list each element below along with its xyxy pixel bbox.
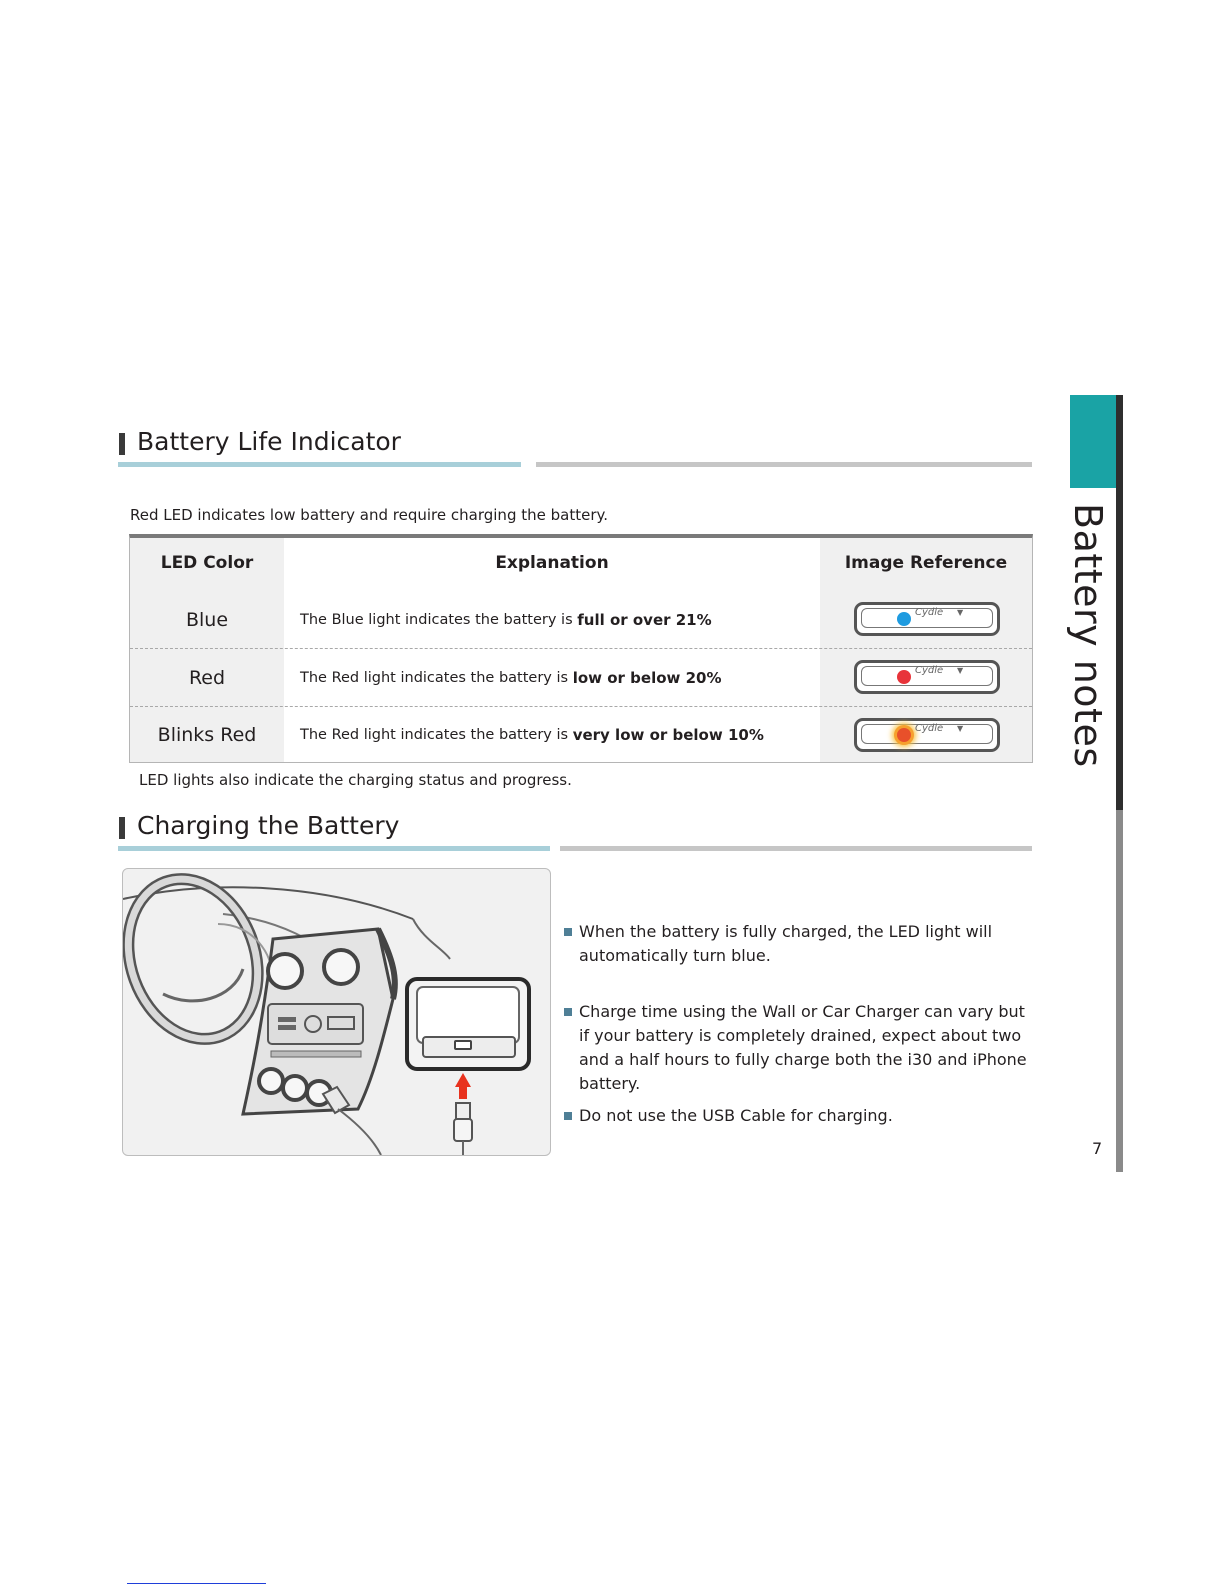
charging-bullet: When the battery is fully charged, the LED light will automatically turn blue. <box>579 922 993 965</box>
side-tab-bar-lower <box>1116 810 1123 1172</box>
battery-life-intro: Red LED indicates low battery and require charging the battery. <box>130 506 608 524</box>
header-led-color: LED Color <box>130 538 284 587</box>
chevron-down-icon: ▼ <box>957 666 964 675</box>
battery-life-title: Battery Life Indicator <box>137 427 401 456</box>
led-table <box>129 534 1033 763</box>
led-blinking-dot <box>897 728 911 742</box>
side-tab-accent <box>1070 395 1116 488</box>
device-logo: Cydle <box>915 665 944 676</box>
charging-title: Charging the Battery <box>137 811 400 840</box>
car-charging-illustration <box>122 868 551 1156</box>
row-divider <box>130 706 1032 707</box>
page-number: 7 <box>1092 1139 1103 1158</box>
device-logo: Cydle <box>915 607 944 618</box>
device-logo: Cydle <box>915 723 944 734</box>
row-emphasis: low or below 20% <box>572 669 722 687</box>
led-status-note: LED lights also indicate the charging status and progress. <box>139 771 572 789</box>
charging-bullet: Charge time using the Wall or Car Charger can vary but if your battery is completely drained, expect about two and a half hours to fully charge both the i30 and iPhone battery. <box>579 1002 1027 1093</box>
header-image-reference: Image Reference <box>820 538 1032 587</box>
led-red-dot <box>897 670 911 684</box>
device-image-red <box>854 660 1000 694</box>
row-emphasis: very low or below 10% <box>572 726 764 744</box>
row-divider <box>130 648 1032 649</box>
row-text: The Red light indicates the battery is <box>300 670 569 686</box>
title-rule-blue <box>118 846 550 851</box>
title-rule-gray <box>536 462 1032 467</box>
device-image-blue <box>854 602 1000 636</box>
side-tab-bar <box>1116 395 1123 810</box>
led-blue-dot <box>897 612 911 626</box>
title-rule-blue <box>118 462 521 467</box>
row-color-blue: Blue <box>185 609 229 631</box>
device-image-blinks-red <box>854 718 1000 752</box>
charging-bullet: Do not use the USB Cable for charging. <box>579 1106 893 1125</box>
row-text: The Blue light indicates the battery is <box>300 612 573 628</box>
car-dashboard-image <box>123 869 550 1155</box>
row-color-red: Red <box>188 667 226 689</box>
row-explanation-blue <box>300 592 712 648</box>
bullet-icon <box>564 1112 572 1120</box>
bullet-icon <box>564 928 572 936</box>
row-explanation-blinks-red <box>300 708 764 762</box>
bullet-icon <box>564 1008 572 1016</box>
row-color-blinks-red: Blinks Red <box>157 724 257 746</box>
row-emphasis: full or over 21% <box>577 611 712 629</box>
section-marker <box>119 817 125 839</box>
chevron-down-icon: ▼ <box>957 608 964 617</box>
title-rule-gray <box>560 846 1032 851</box>
chevron-down-icon: ▼ <box>957 724 964 733</box>
header-explanation: Explanation <box>284 538 820 587</box>
side-tab-label: Battery notes <box>1066 503 1110 768</box>
row-explanation-red <box>300 650 722 706</box>
footer-link-underline <box>127 1583 266 1584</box>
row-text: The Red light indicates the battery is <box>300 727 569 743</box>
section-marker <box>119 433 125 455</box>
